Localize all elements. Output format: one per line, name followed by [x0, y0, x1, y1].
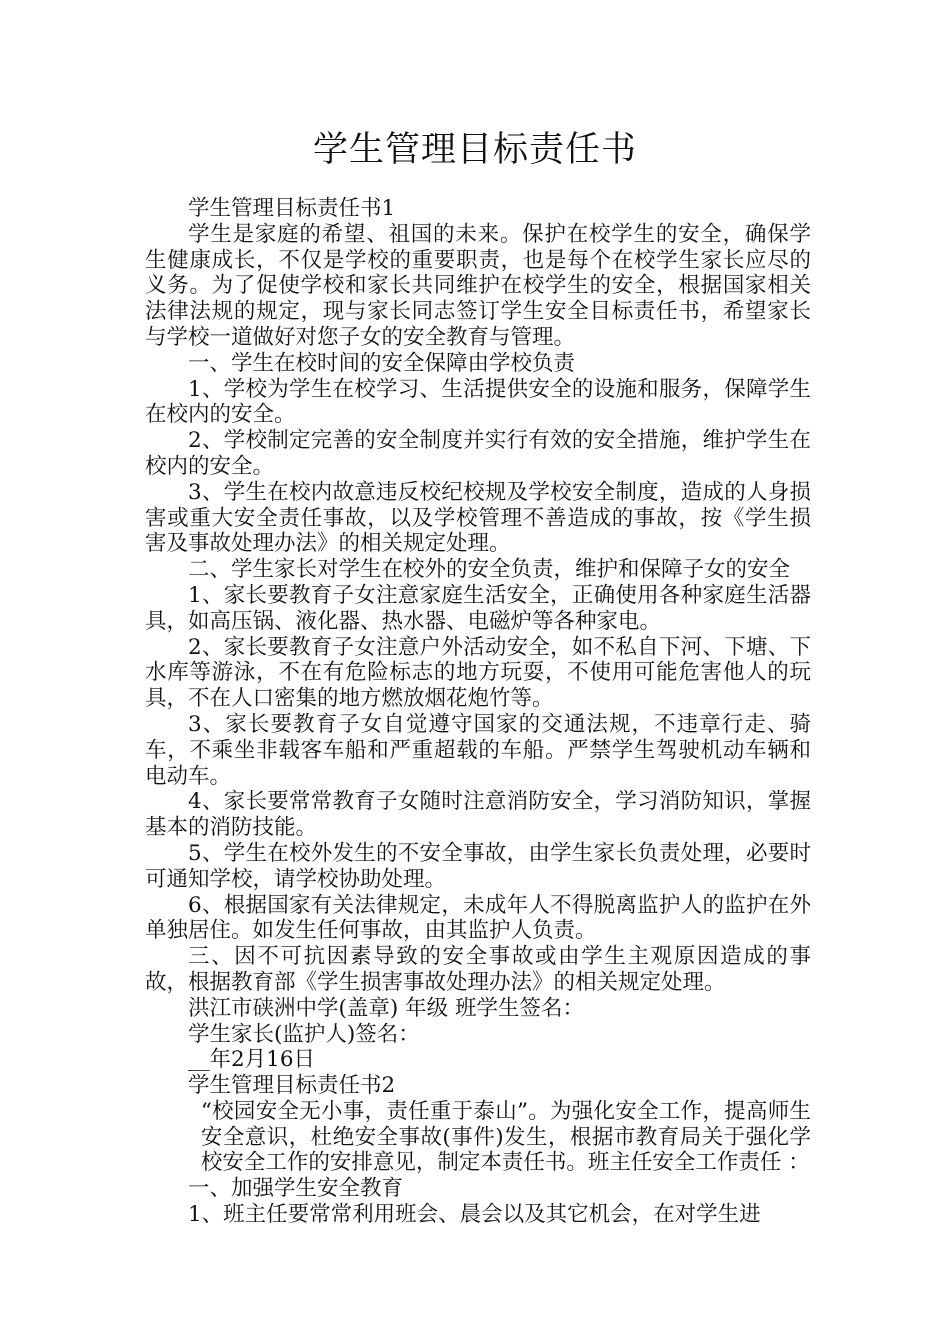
section-heading-2: 学生管理目标责任书2 — [188, 1073, 396, 1099]
paragraph: “校园安全无小事，责任重于泰山”。为强化安全工作，提高师生安全意识，杜绝安全事故(事件)发生，根据市教育局关于强化学校安全工作的安排意见，制定本责任书。班主任安全工作责任 ： — [200, 1098, 811, 1176]
paragraph: 一、加强学生安全教育 — [188, 1176, 404, 1202]
paragraph: 1、班主任要常常利用班会、晨会以及其它机会，在对学生进 — [188, 1202, 761, 1228]
date-line: __年2月16日 — [188, 1047, 316, 1073]
paragraph: 1、学校为学生在校学习、生活提供安全的设施和服务，保障学生在校内的安全。 — [145, 376, 811, 428]
paragraph: 一、学生在校时间的安全保障由学校负责 — [188, 350, 576, 376]
paragraph: 3、家长要教育子女自觉遵守国家的交通法规，不违章行走、骑车，不乘坐非载客车船和严重超载的车船。严禁学生驾驶机动车辆和电动车。 — [145, 711, 811, 789]
paragraph: 三、因不可抗因素导致的安全事故或由学生主观原因造成的事故，根据教育部《学生损害事故处理办法》的相关规定处理。 — [145, 944, 811, 995]
paragraph: 学生是家庭的希望、祖国的未来。保护在校学生的安全，确保学生健康成长，不仅是学校的重要职责，也是每个在校学生家长应尽的义务。为了促使学校和家长共同维护在校学生的安全，根据国家相关法律法规的规定，现与家长同志签订学生安全目标责任书，希望家长与学校一道做好对您子女的安全教育与管理。 — [145, 221, 811, 350]
paragraph: 5、学生在校外发生的不安全事故，由学生家长负责处理，必要时可通知学校，请学校协助处理。 — [145, 840, 811, 892]
paragraph: 2、学校制定完善的安全制度并实行有效的安全措施，维护学生在校内的安全。 — [145, 428, 811, 479]
paragraph: 1、家长要教育子女注意家庭生活安全，正确使用各种家庭生活器具，如高压锅、液化器、热水器、电磁炉等各种家电。 — [145, 582, 811, 634]
paragraph: 4、家长要常常教育子女随时注意消防安全，学习消防知识，掌握基本的消防技能。 — [145, 789, 811, 841]
document-body — [145, 196, 811, 1228]
paragraph: 2、家长要教育子女注意户外活动安全，如不私自下河、下塘、下水库等游泳，不在有危险标志的地方玩耍，不使用可能危害他人的玩具，不在人口密集的地方燃放烟花炮竹等。 — [145, 634, 811, 712]
paragraph: 6、根据国家有关法律规定，未成年人不得脱离监护人的监护在外单独居住。如发生任何事故，由其监护人负责。 — [145, 892, 811, 944]
document-title: 学生管理目标责任书 — [312, 130, 637, 170]
section-heading-1: 学生管理目标责任书1 — [188, 196, 396, 221]
signature-line-parent: 学生家长(监护人)签名： — [188, 1021, 420, 1047]
paragraph: 3、学生在校内故意违反校纪校规及学校安全制度，造成的人身损害或重大安全责任事故，以及学校管理不善造成的事故，按《学生损害及事故处理办法》的相关规定处理。 — [145, 479, 811, 557]
paragraph: 二、学生家长对学生在校外的安全负责，维护和保障子女的安全 — [188, 557, 791, 583]
signature-line-school: 洪江市硖洲中学(盖章) 年级 班学生签名： — [188, 995, 584, 1021]
